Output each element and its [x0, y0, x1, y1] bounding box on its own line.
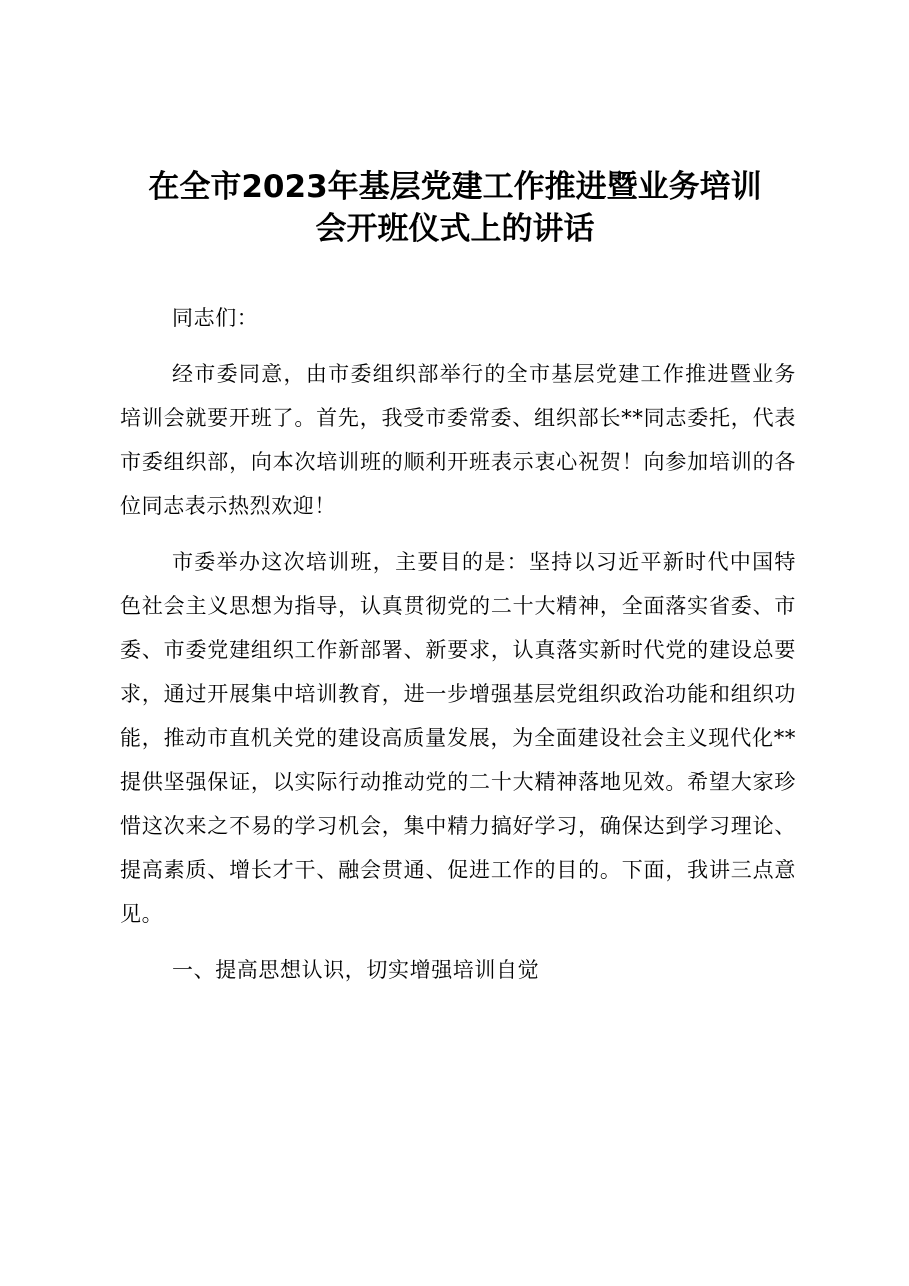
title-line-2: 会开班仪式上的讲话 [315, 211, 595, 247]
salutation: 同志们： [172, 306, 259, 330]
document-body [120, 296, 796, 1004]
section-heading: 一、提高思想认识，切实增强培训自觉 [172, 958, 540, 982]
title-line-1: 在全市2023年基层党建工作推进暨业务培训 [148, 169, 762, 205]
paragraph-2: 市委举办这次培训班，主要目的是：坚持以习近平新时代中国特色社会主义思想为指导，认真贯彻党的二十大精神，全面落实省委、市委、市委党建组织工作新部署、新要求，认真落实新时代党的建设总要求，通过开展集中培训教育，进一步增强基层党组织政治功能和组织功能，推动市直机关党的建设高质量发展，为全面建设社会主义现代化**提供坚强保证，以实际行动推动党的二十大精神落地见效。希望大家珍惜这次来之不易的学习机会，集中精力搞好学习，确保达到学习理论、提高素质、增长才干、融会贯通、促进工作的目的。下面，我讲三点意见。 [120, 550, 796, 926]
paragraph-1: 经市委同意，由市委组织部举行的全市基层党建工作推进暨业务培训会就要开班了。首先，我受市委常委、组织部长**同志委托，代表市委组织部，向本次培训班的顺利开班表示衷心祝贺！向参加培训的各位同志表示热烈欢迎！ [120, 362, 796, 518]
document-title [110, 166, 800, 250]
